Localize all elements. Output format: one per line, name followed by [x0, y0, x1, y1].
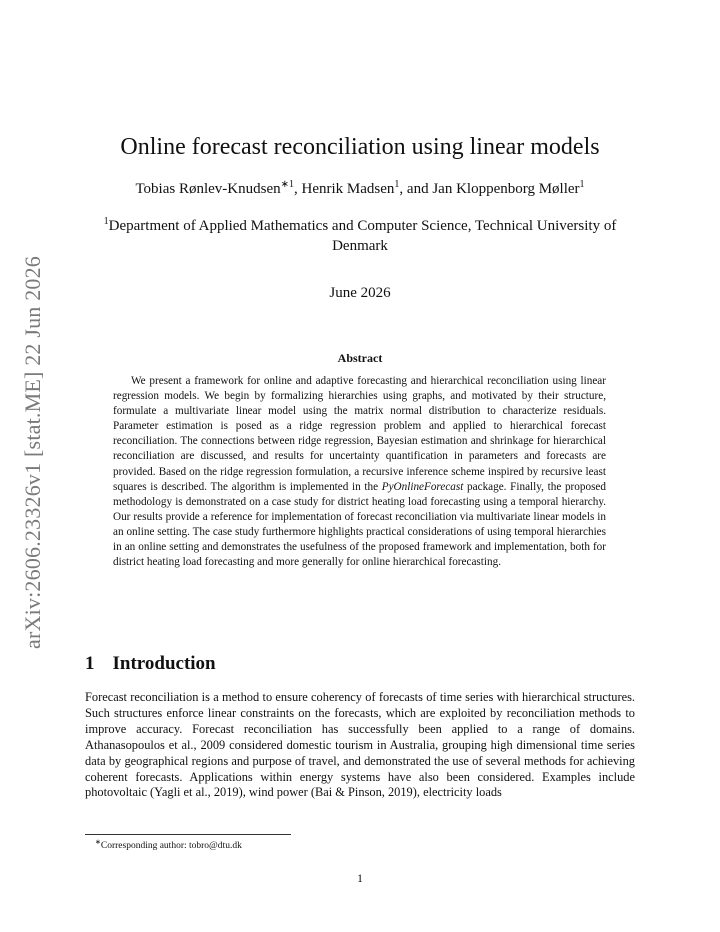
author-separator: ,: [294, 181, 302, 197]
abstract-heading: Abstract: [337, 351, 383, 365]
section-title: Introduction: [112, 653, 216, 674]
page-number: 1: [357, 871, 363, 885]
footnote-mark: ∗: [95, 838, 101, 846]
author-separator: , and: [399, 181, 433, 197]
section-heading: [85, 653, 216, 675]
author-name: Jan Kloppenborg Møller: [432, 181, 580, 197]
package-name: PyOnlineForecast: [381, 480, 464, 493]
affiliation-text: Department of Applied Mathematics and Computer Science, Technical University of Denmark: [108, 218, 617, 254]
author-affiliation-mark: 1: [394, 179, 400, 190]
author-affiliation-mark: 1: [579, 179, 585, 190]
author-name: Tobias Rønlev-Knudsen: [135, 181, 281, 197]
footnote-text: Corresponding author: tobro@dtu.dk: [100, 841, 242, 852]
abstract-text: [113, 374, 606, 570]
author-affiliation-mark: ∗1: [280, 179, 295, 190]
footnote-divider: [85, 834, 291, 835]
publication-date: June 2026: [329, 285, 391, 301]
footnote: [95, 838, 242, 851]
author-name: Henrik Madsen: [301, 181, 395, 197]
abstract-text-part: package. Finally, the proposed methodology is demonstrated on a case study for district heating load forecasting using a temporal hierarchy. Our results provide a reference for implementation of forecast reconciliation via multivariate linear models in an online setting. The case study furthermore highlights practical considerations of using temporal hierarchies in an online setting and demonstrates the usefulness of the proposed framework and implementation, both for district heating load forecasting and more generally for online hierarchical forecasting.: [113, 480, 606, 569]
section-number: 1: [85, 653, 95, 674]
affiliation: [95, 216, 625, 256]
paper-title: Online forecast reconciliation using linear models: [120, 134, 600, 160]
introduction-paragraph: Forecast reconciliation is a method to ensure coherency of forecasts of time series with hierarchical structures. Such structures enforce linear constraints on the forecasts, which are exploited by reconciliation methods to improve accuracy. Forecast reconciliation has successfully been applied to a range of domains. Athanasopoulos et al., 2009 considered domestic tourism in Australia, grouping high dimensional time series data by geographical regions and purpose of travel, and demonstrated the use of several methods for achieving coherent forecasts. Applications within energy systems have also been considered. Examples include photovoltaic (Yagli et al., 2019), wind power (Bai & Pinson, 2019), electricity loads: [85, 690, 635, 800]
arxiv-identifier[interactable]: arXiv:2606.23326v1 [stat.ME] 22 Jun 2026: [20, 256, 45, 649]
author-list: [0, 181, 720, 198]
affiliation-mark: 1: [103, 216, 109, 227]
abstract-text-part: We present a framework for online and adaptive forecasting and hierarchical reconciliation using linear regression models. We begin by formalizing hierarchies using graphs, and motivated by their structure, formulate a multivariate linear model using the matrix normal distribution to characterize residuals. Parameter estimation is posed as a ridge regression problem and applied to hierarchical forecast reconciliation. The connections between ridge regression, Bayesian estimation and shrinkage for hierarchical reconciliation are discussed, and results for uncertainty quantification in parameters and forecasts are provided. Based on the ridge regression formulation, a recursive inference scheme inspired by recursive least squares is described. The algorithm is implemented in the: [113, 375, 606, 493]
